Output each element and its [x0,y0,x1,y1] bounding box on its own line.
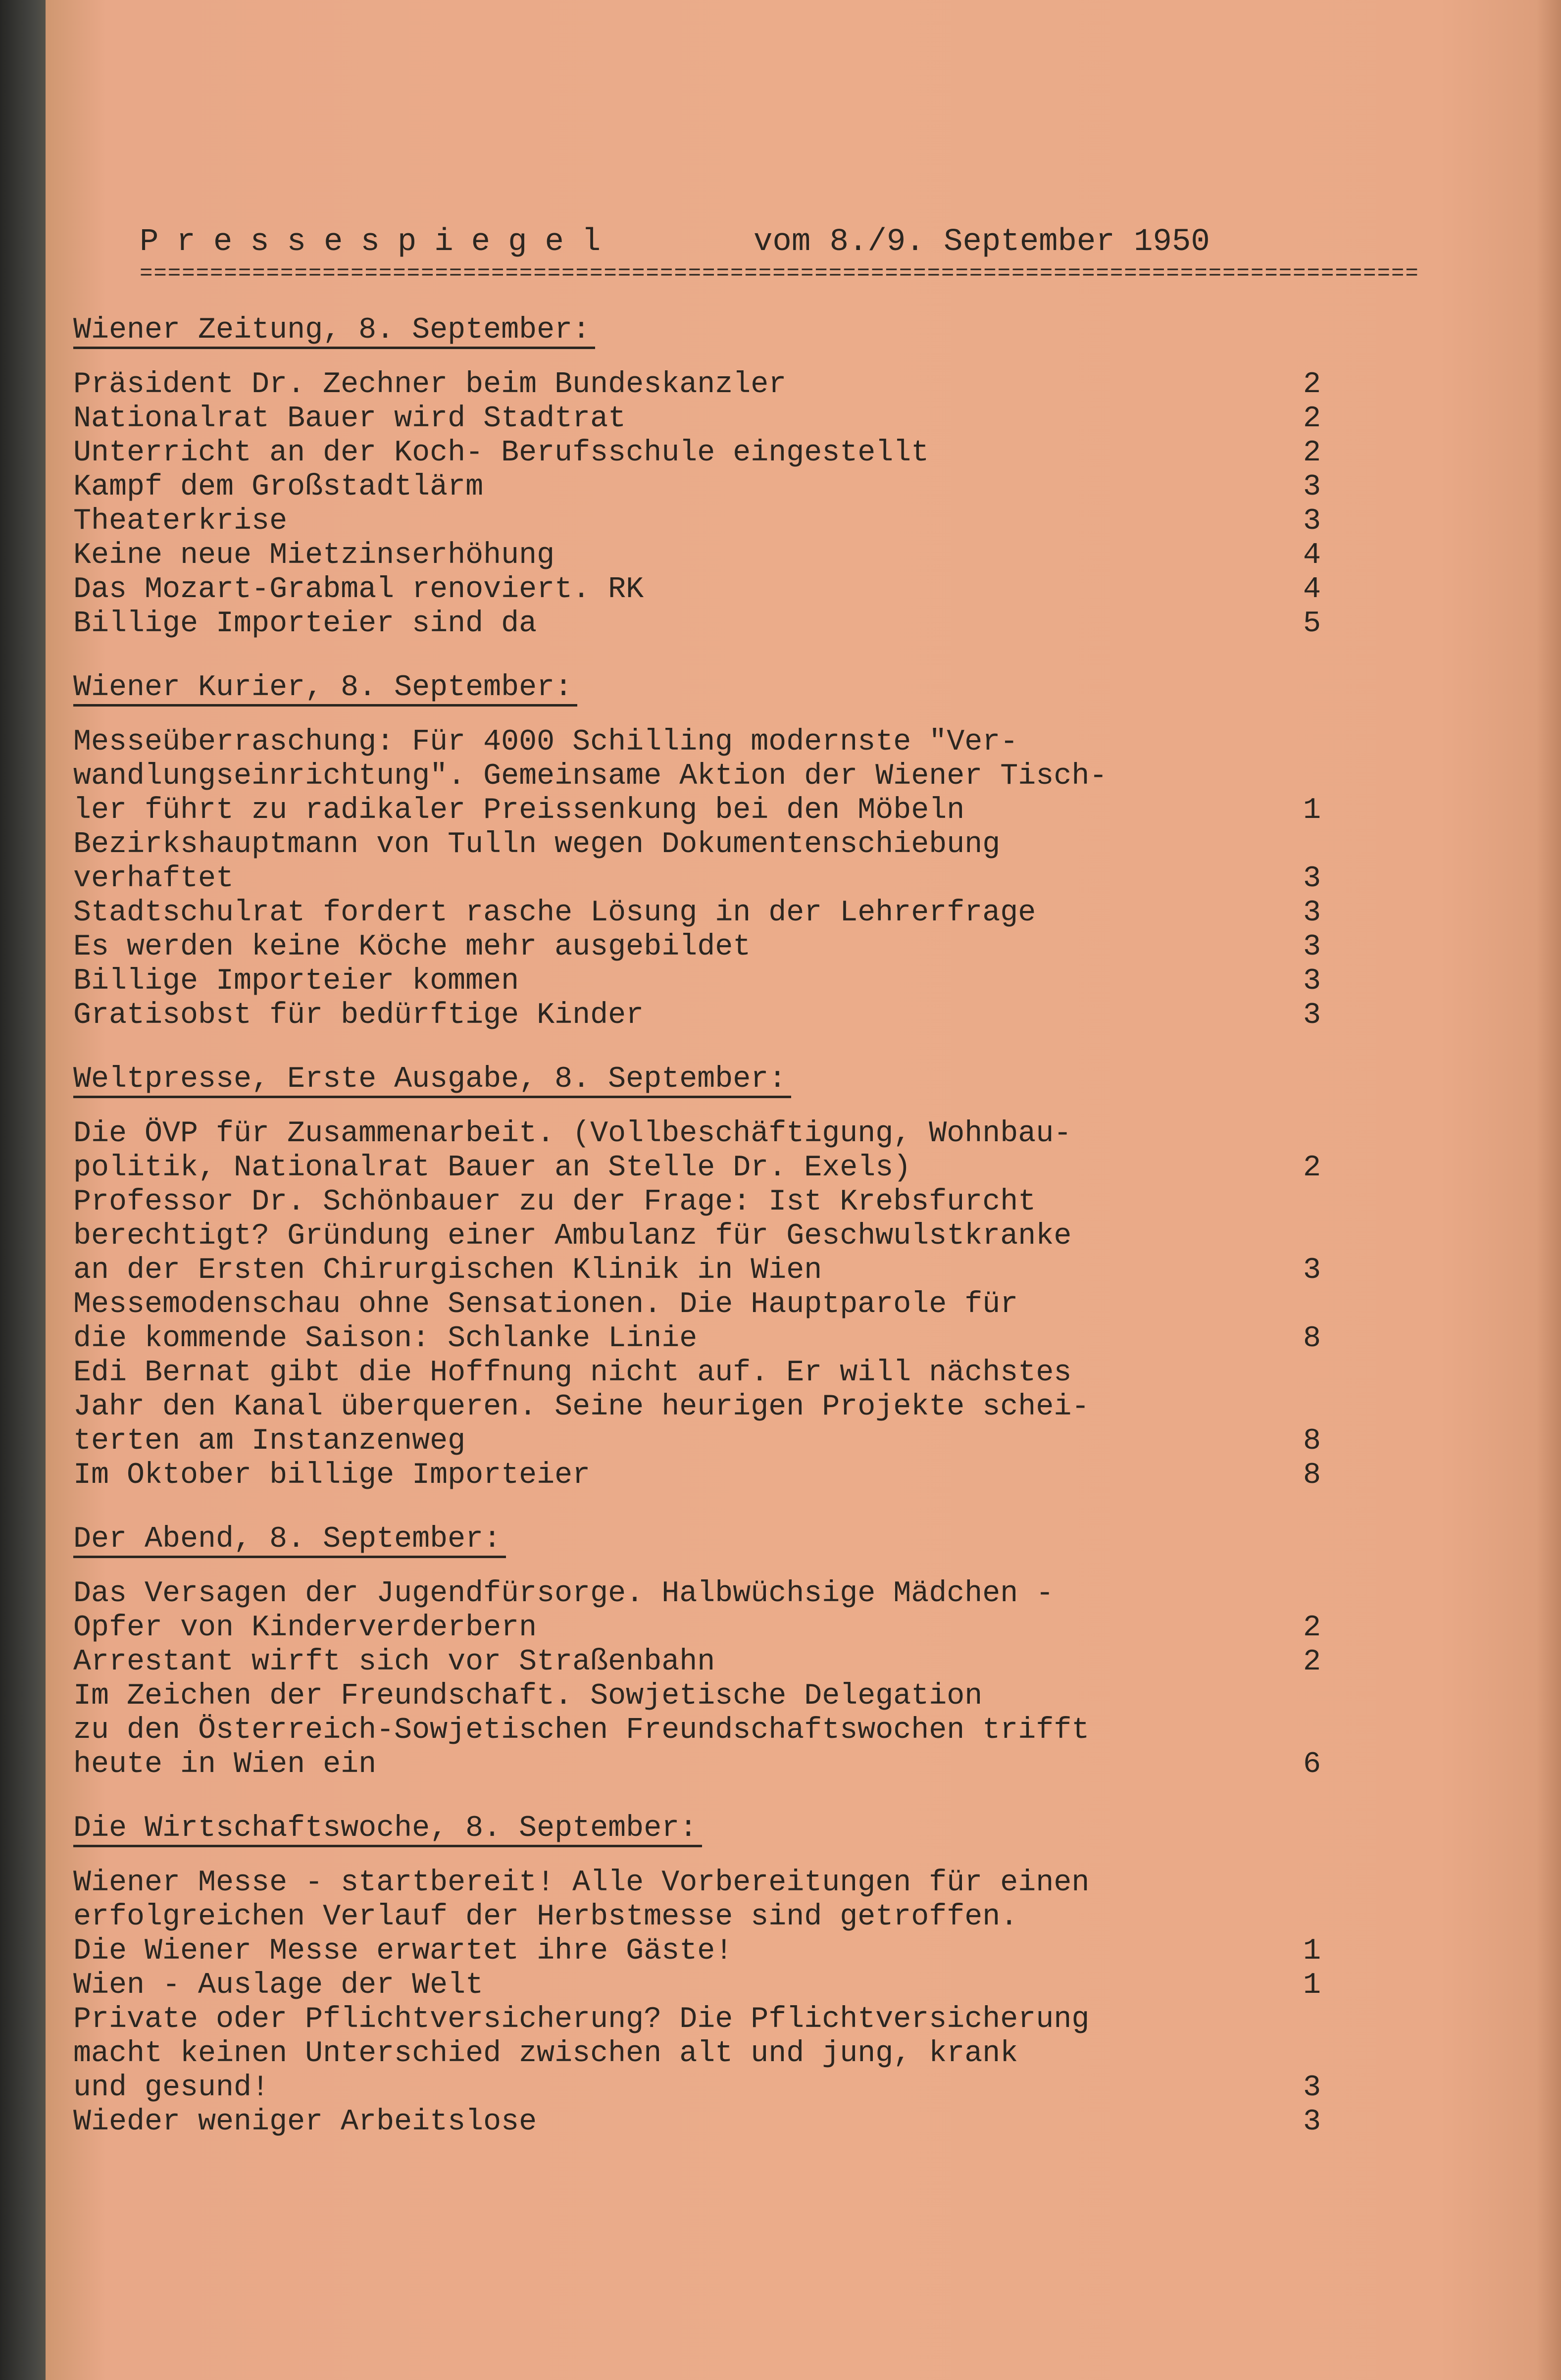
page-number: 1 [1303,1969,1321,2002]
headline-text [73,1356,1266,1459]
page-number: 8 [1303,1459,1321,1492]
headline-line: wandlungseinrichtung". Gemeinsame Aktion der Wiener Tisch- [73,760,1108,793]
headline-line: ler führt zu radikaler Preissenkung bei den Möbeln [73,794,965,827]
page-number: 3 [1303,930,1321,964]
headline-text [73,1288,1266,1356]
headline-item [73,1185,1321,1288]
headline-line: Das Versagen der Jugendfürsorge. Halbwüchsige Mädchen - [73,1577,1054,1611]
headline-item [73,828,1321,896]
headline-line: Unterricht an der Koch- Berufsschule eingestellt [73,436,929,470]
headline-line: und gesund! [73,2071,270,2105]
headline-item [73,930,1321,964]
headline-line: verhaftet [73,862,234,896]
headline-item [73,1645,1321,1679]
page-number: 4 [1303,539,1321,572]
headline-item [73,436,1321,470]
headline-line: Messemodenschau ohne Sensationen. Die Hauptparole für [73,1288,1018,1321]
page-number: 3 [1303,896,1321,930]
headline-item [73,1459,1321,1493]
headline-list [73,1117,1341,1493]
title-underline-rule: =========================================================================================== [140,261,1419,286]
headline-line: Kampf dem Großstadtlärm [73,470,484,504]
page-number: 3 [1303,2105,1321,2139]
headline-item [73,1117,1321,1185]
headline-line: Bezirkshauptmann von Tulln wegen Dokumentenschiebung [73,828,1001,861]
headline-line: Private oder Pflichtversicherung? Die Pflichtversicherung [73,2003,1090,2036]
headline-text [73,725,1266,828]
headline-line: an der Ersten Chirurgischen Klinik in Wien [73,1254,822,1287]
headline-text [73,964,1266,999]
headline-text [73,2003,1266,2105]
headline-line: Die Wiener Messe erwartet ihre Gäste! [73,1934,733,1968]
page-number: 2 [1303,1611,1321,1645]
page-number: 1 [1303,794,1321,827]
page-number: 2 [1303,368,1321,402]
headline-line: Die ÖVP für Zusammenarbeit. (Vollbeschäftigung, Wohnbau- [73,1117,1072,1151]
headline-line: Stadtschulrat fordert rasche Lösung in der Lehrerfrage [73,896,1036,930]
headline-item [73,1356,1321,1459]
headline-item [73,1288,1321,1356]
headline-item [73,402,1321,436]
headline-line: heute in Wien ein [73,1748,377,1781]
headline-text [73,1679,1266,1782]
headline-line: Arrestant wirft sich vor Straßenbahn [73,1645,715,1679]
page-number: 6 [1303,1748,1321,1781]
document-page [46,0,1561,2380]
headline-line: erfolgreichen Verlauf der Herbstmesse sind getroffen. [73,1900,1018,1934]
headline-line: Messeüberraschung: Für 4000 Schilling modernste "Ver- [73,725,1018,759]
page-number: 2 [1303,436,1321,470]
title-date: vom 8./9. September 1950 [754,224,1210,260]
headline-text [73,1185,1266,1288]
headline-text [73,368,1266,402]
headline-line: Billige Importeier sind da [73,607,537,641]
headline-list [73,1866,1341,2139]
headline-line: Theaterkrise [73,505,288,538]
page-number: 4 [1303,573,1321,607]
headline-text [73,1645,1266,1679]
headline-line: Nationalrat Bauer wird Stadtrat [73,402,626,436]
headline-line: Opfer von Kinderverderbern [73,1611,537,1645]
headline-line: Es werden keine Köche mehr ausgebildet [73,930,751,964]
page-number: 3 [1303,470,1321,504]
headline-item [73,470,1321,505]
headline-text [73,1117,1266,1185]
headline-line: Wiener Messe - startbereit! Alle Vorbereitungen für einen [73,1866,1090,1900]
headline-item [73,964,1321,999]
headline-line: Wien - Auslage der Welt [73,1969,484,2002]
headline-item [73,539,1321,573]
headline-item [73,1679,1321,1782]
headline-item [73,1969,1321,2003]
headline-item [73,999,1321,1033]
headline-item [73,2105,1321,2139]
section-heading: Wiener Kurier, 8. September: [73,671,577,707]
headline-line: Gratisobst für bedürftige Kinder [73,999,644,1032]
headline-text [73,896,1266,930]
page-number: 1 [1303,1934,1321,1968]
page-title [140,225,1249,264]
headline-item [73,1577,1321,1645]
headline-line: Edi Bernat gibt die Hoffnung nicht auf. Er will nächstes [73,1356,1072,1390]
page-number: 3 [1303,964,1321,998]
headline-line: terten am Instanzenweg [73,1424,466,1458]
press-section [73,671,1341,1033]
headline-line: die kommende Saison: Schlanke Linie [73,1322,698,1356]
headline-text [73,573,1266,607]
headline-text [73,607,1266,641]
press-section [73,1812,1341,2139]
headline-line: politik, Nationalrat Bauer an Stelle Dr. Exels) [73,1151,911,1185]
page-number: 3 [1303,1254,1321,1287]
press-section [73,1522,1341,1782]
page-number: 8 [1303,1322,1321,1356]
headline-text [73,1459,1266,1493]
headline-list [73,725,1341,1033]
section-heading: Wiener Zeitung, 8. September: [73,314,595,349]
headline-text [73,539,1266,573]
book-binding [0,0,50,2380]
headline-list [73,368,1341,641]
headline-line: Jahr den Kanal überqueren. Seine heurigen Projekte schei- [73,1390,1090,1424]
headline-item [73,505,1321,539]
headline-line: Präsident Dr. Zechner beim Bundeskanzler [73,368,787,402]
press-section [73,1063,1341,1493]
headline-line: macht keinen Unterschied zwischen alt und jung, krank [73,2037,1018,2071]
headline-item [73,573,1321,607]
headline-line: zu den Österreich-Sowjetischen Freundschaftswochen trifft [73,1714,1090,1747]
headline-line: berechtigt? Gründung einer Ambulanz für Geschwulstkranke [73,1219,1072,1253]
headline-item [73,368,1321,402]
headline-item [73,725,1321,828]
page-number: 3 [1303,505,1321,538]
headline-line: Professor Dr. Schönbauer zu der Frage: Ist Krebsfurcht [73,1185,1036,1219]
headline-text [73,1577,1266,1645]
headline-item [73,896,1321,930]
section-heading: Die Wirtschaftswoche, 8. September: [73,1812,702,1847]
headline-line: Keine neue Mietzinserhöhung [73,539,555,572]
headline-line: Im Oktober billige Importeier [73,1459,591,1492]
headline-line: Das Mozart-Grabmal renoviert. RK [73,573,644,607]
headline-text [73,930,1266,964]
headline-text [73,402,1266,436]
title-spaced: Pressespiegel [140,224,619,260]
page-number: 2 [1303,1151,1321,1185]
headline-item [73,2003,1321,2105]
page-number: 2 [1303,402,1321,436]
page-number: 3 [1303,2071,1321,2105]
headline-text [73,1866,1266,1969]
headline-text [73,1969,1266,2003]
headline-line: Billige Importeier kommen [73,964,519,998]
sections-container [73,313,1341,2139]
page-number: 3 [1303,862,1321,896]
section-heading: Der Abend, 8. September: [73,1523,506,1558]
headline-item [73,1866,1321,1969]
document-content [73,224,1419,2139]
page-number: 8 [1303,1424,1321,1458]
headline-line: Wieder weniger Arbeitslose [73,2105,537,2139]
headline-text [73,828,1266,896]
section-heading: Weltpresse, Erste Ausgabe, 8. September: [73,1063,791,1098]
headline-text [73,470,1266,505]
headline-line: Im Zeichen der Freundschaft. Sowjetische Delegation [73,1679,983,1713]
headline-text [73,436,1266,470]
headline-list [73,1577,1341,1782]
page-number: 5 [1303,607,1321,641]
headline-text [73,999,1266,1033]
page-number: 2 [1303,1645,1321,1679]
headline-text [73,505,1266,539]
page-number: 3 [1303,999,1321,1032]
headline-item [73,607,1321,641]
headline-text [73,2105,1266,2139]
press-section [73,313,1341,641]
